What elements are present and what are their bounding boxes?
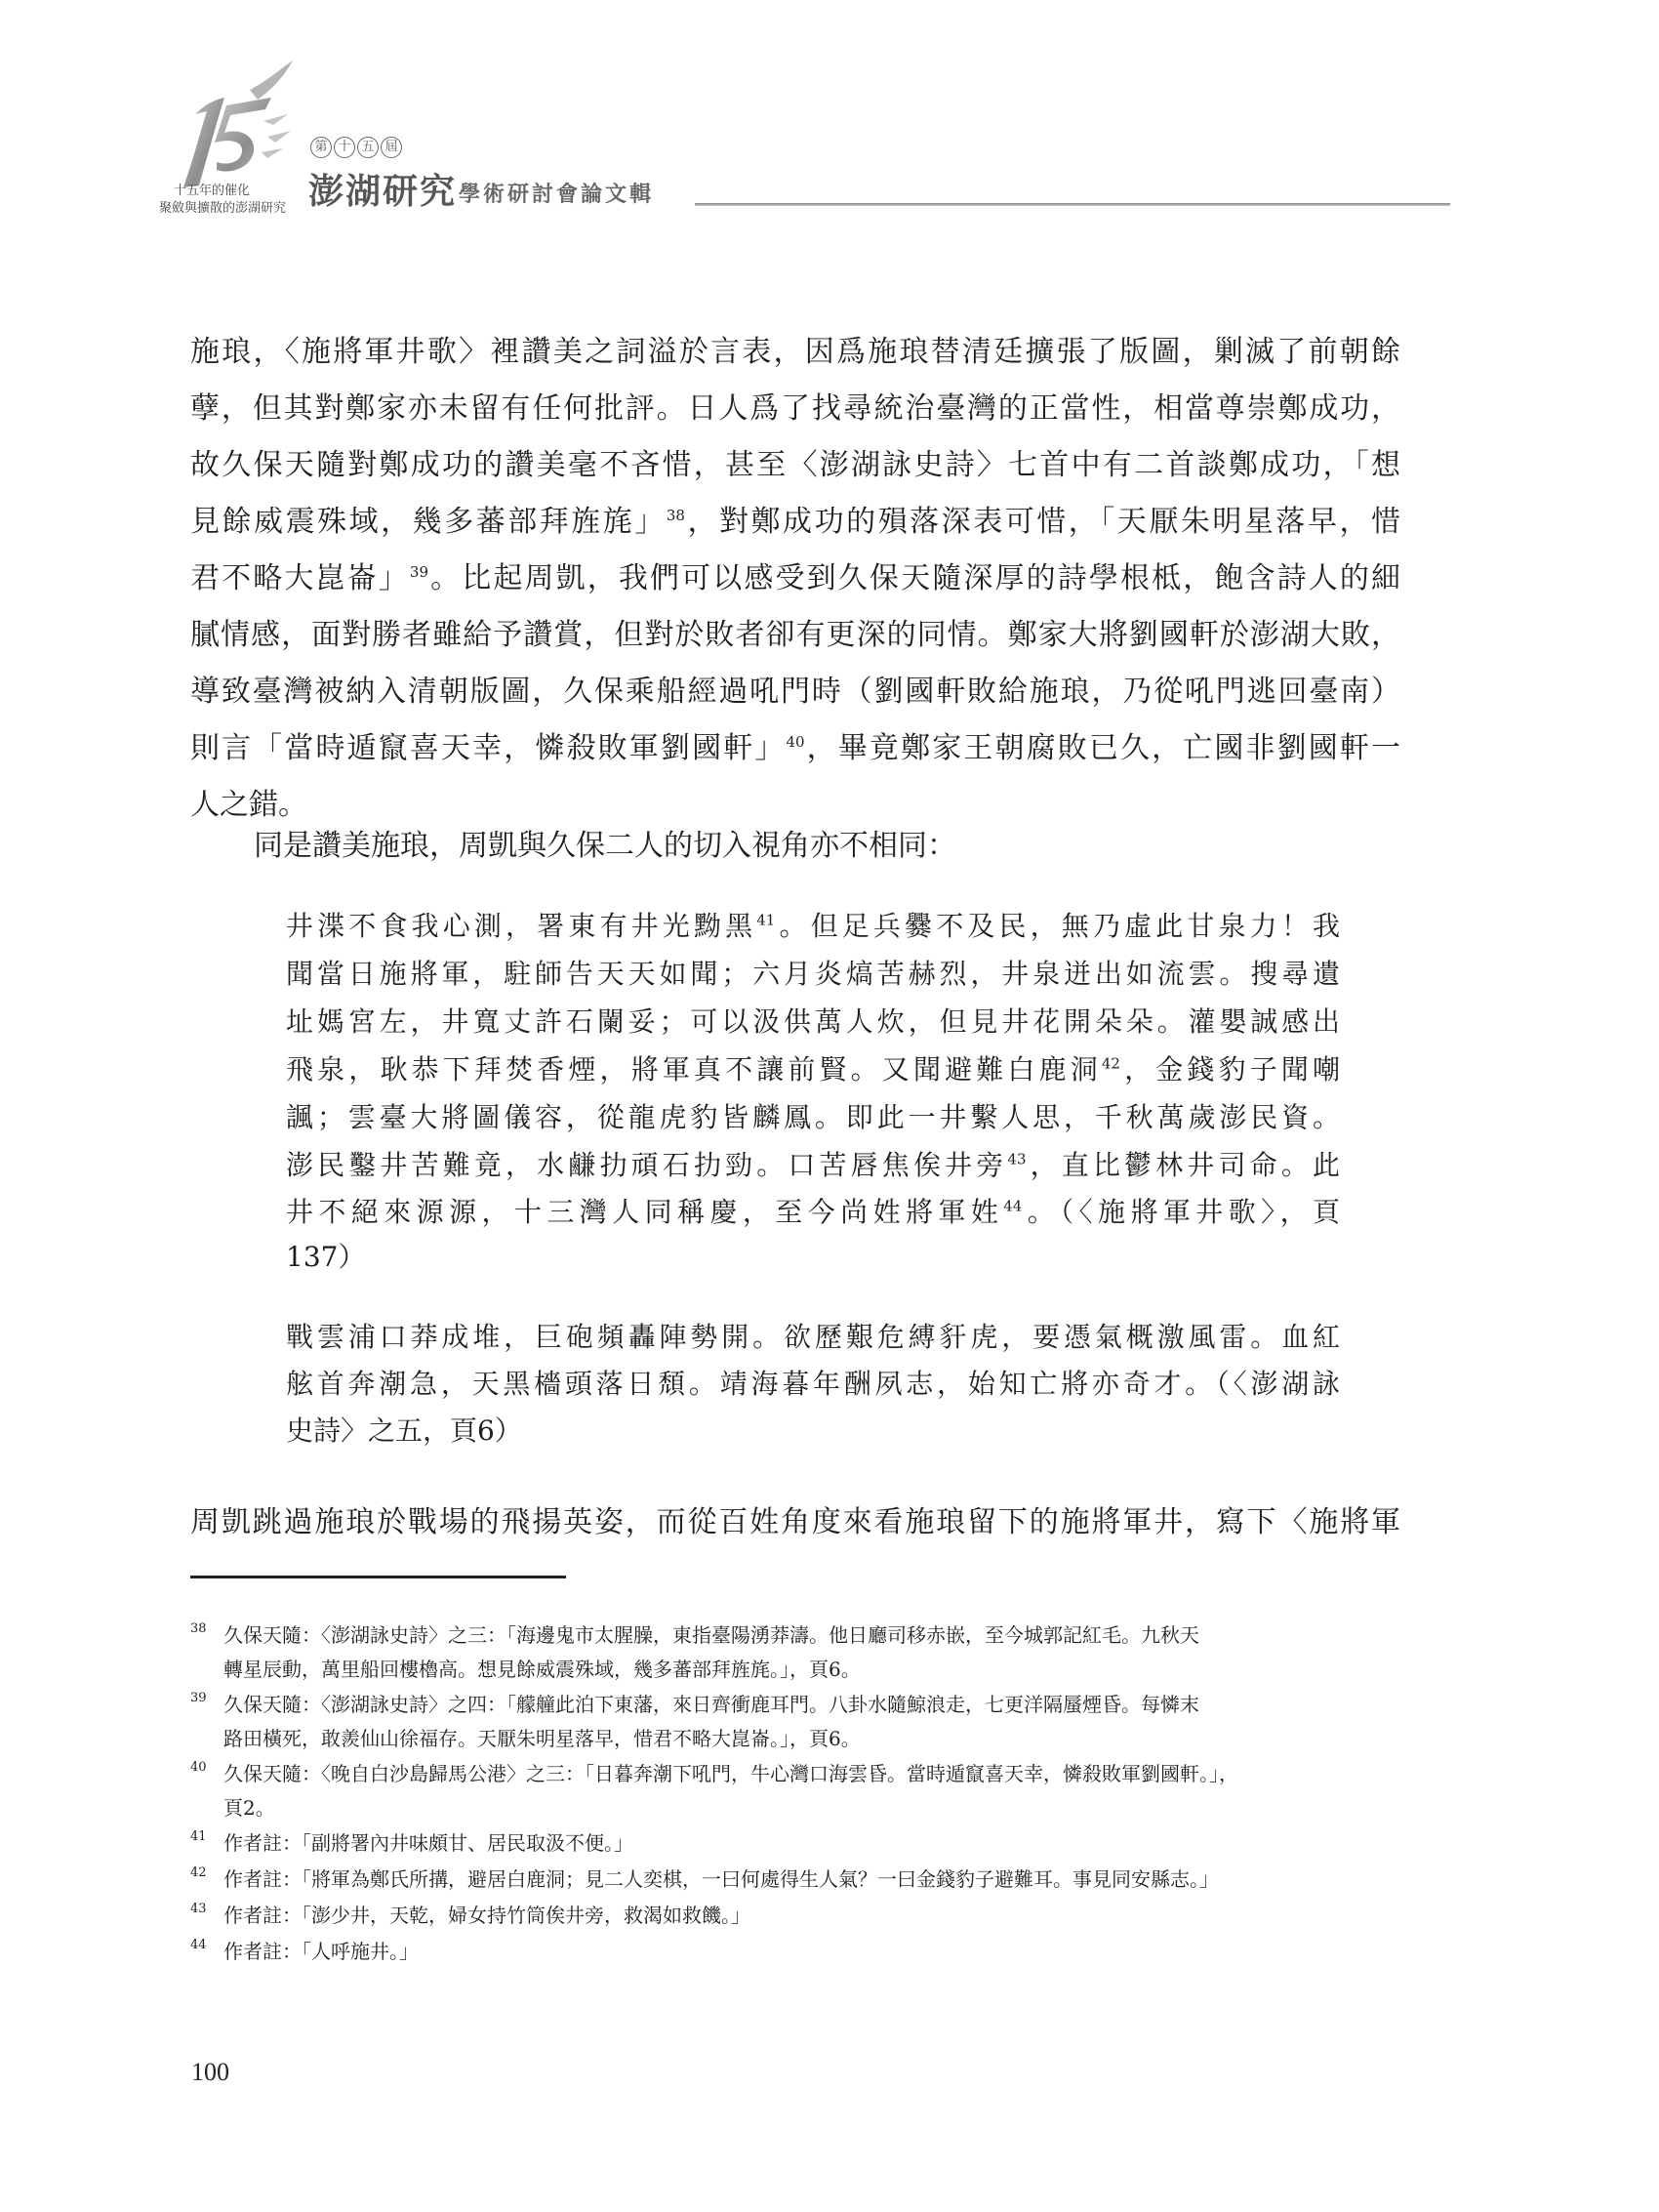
journal-title: 澎湖研究 (308, 171, 458, 212)
body-line (190, 559, 1400, 598)
quote-line: 諷；雲臺大將圖儀容，從龍虎豹皆麟鳳。即此一井繫人思，千秋萬歲澎民資。 (286, 1101, 1340, 1133)
footnote-ref[interactable]: 42 (1101, 1054, 1120, 1073)
quote-line (286, 907, 1340, 946)
footnote-ref[interactable]: 41 (756, 911, 776, 929)
footnote-number: 44 (190, 1938, 207, 1952)
journal-subtitle: 學術研討會論文輯 (459, 182, 655, 207)
line-text: 飛泉，耿恭下拜焚香煙，將軍真不讓前賢。又聞避難白鹿洞 (286, 1053, 1102, 1086)
quote-line: 址媽宮左，井寬丈許石闌妥；可以汲供萬人炊，但見井花開朵朵。灌嬰誠感出 (286, 1005, 1340, 1038)
line-text: ，金錢豹子聞嘲 (1119, 1053, 1340, 1086)
edition-char: 十 (334, 137, 355, 158)
footnote-divider (190, 1576, 566, 1578)
line-text: 澎民鑿井苦難竟，水鹻扐頑石扐勁。口苦唇焦俟井旁 (286, 1149, 1008, 1181)
line-text: 君不略大崑崙」 (190, 561, 410, 595)
body-line: 膩情感，面對勝者雖給予讚賞，但對於敗者卻有更深的同情。鄭家大將劉國軒於澎湖大敗， (190, 618, 1400, 652)
line-text: 井不絕來源源，十三灣人同稱慶，至今尚姓將軍姓 (286, 1196, 1004, 1228)
footnote-text: 頁2。 (223, 1796, 275, 1820)
footnote-number: 40 (190, 1760, 207, 1775)
footnote-text: 作者註：「副將署內井味頗甘、居民取汲不便。」 (223, 1831, 633, 1855)
quote-line: 舷首奔潮急，天黑檣頭落日頹。靖海暮年酬夙志，始知亡將亦奇才。（〈澎湖詠 (286, 1368, 1340, 1400)
footnote-42 (190, 1864, 1400, 1894)
footnote-text: 久保天隨：〈澎湖詠史詩〉之三：「海邊鬼市太腥臊，東指臺陽湧莽濤。他日廳司移赤嵌，至今城郭記紅毛。九秋天 (223, 1623, 1199, 1647)
footnote-43 (190, 1901, 1400, 1930)
line-text: 井渫不食我心測，署東有井光黝黑 (286, 910, 757, 942)
footnote-41 (190, 1828, 1400, 1858)
line-text: ，對鄭成功的殞落深表可惜，「天厭朱明星落早，惜 (684, 505, 1401, 539)
footnote-number: 42 (190, 1865, 207, 1880)
footnote-text: 轉星辰動，萬里船回樓櫓高。想見餘威震殊域，幾多蕃部拜旌旄。」，頁6。 (223, 1658, 861, 1681)
footnote-38 (190, 1620, 1400, 1650)
body-line: 故久保天隨對鄭成功的讚美毫不吝惜，甚至〈澎湖詠史詩〉七首中有二首談鄭成功，「想 (190, 448, 1400, 482)
logo-slogan-line1: 十五年的催化 (174, 184, 251, 198)
footnote-number: 39 (190, 1691, 207, 1705)
body-line (190, 503, 1400, 542)
body-line: 施琅，〈施將軍井歌〉裡讚美之詞溢於言表，因爲施琅替清廷擴張了版圖，剿滅了前朝餘 (190, 335, 1400, 369)
edition-char: 屆 (381, 137, 402, 158)
quote-line: 戰雲浦口莽成堆，巨砲頻轟陣勢開。欲歷艱危縛豻虎，要憑氣概激風雷。血紅 (286, 1321, 1340, 1353)
quote-line: 137） (286, 1241, 366, 1273)
footnote-text: 久保天隨：〈晚自白沙島歸馬公港〉之三：「日暮奔潮下吼門，牛心灣口海雲昏。當時遁竄喜天幸，憐殺敗軍劉國軒。」， (223, 1762, 1238, 1785)
body-line (190, 729, 1400, 768)
footnote-text: 作者註：「澎少井，天乾，婦女持竹筒俟井旁，救渴如救饑。」 (223, 1904, 750, 1927)
body-line: 人之錯。 (190, 788, 307, 822)
footnote-39 (190, 1690, 1400, 1719)
footnote-40 (190, 1759, 1400, 1788)
quote-line (286, 1050, 1340, 1089)
quote-line: 史詩〉之五，頁6） (286, 1414, 522, 1447)
body-paragraph: 同是讚美施琅，周凱與久保二人的切入視角亦不相同： (254, 829, 956, 863)
footnote-number: 41 (190, 1829, 207, 1844)
footnote-ref[interactable]: 38 (666, 507, 685, 524)
footnote-ref[interactable]: 40 (786, 733, 805, 751)
footnote-ref[interactable]: 39 (409, 563, 428, 581)
footnote-44 (190, 1937, 1400, 1966)
quote-line (286, 1146, 1340, 1185)
line-text: ，畢竟鄭家王朝腐敗已久，亡國非劉國軒一 (804, 731, 1400, 765)
quote-line (286, 1193, 1340, 1232)
body-line: 導致臺灣被納入清朝版圖，久保乘船經過吼門時（劉國軒敗給施琅，乃從吼門逃回臺南） (190, 675, 1400, 709)
edition-label (310, 137, 402, 158)
line-text: 則言「當時遁竄喜天幸，憐殺敗軍劉國軒」 (190, 731, 787, 765)
body-line: 孽，但其對鄭家亦未留有任何批評。日人爲了找尋統治臺灣的正當性，相當尊崇鄭成功， (190, 391, 1400, 426)
line-text: 見餘威震殊域，幾多蕃部拜旌旄」 (190, 505, 667, 539)
footnote-ref[interactable]: 43 (1007, 1150, 1027, 1168)
footnote-number: 38 (190, 1621, 207, 1636)
logo-slogan-line2: 聚斂與擴散的澎湖研究 (159, 201, 287, 216)
body-line: 周凱跳過施琅於戰場的飛揚英姿，而從百姓角度來看施琅留下的施將軍井，寫下〈施將軍 (190, 1505, 1400, 1539)
footnote-text: 作者註：「人呼施井。」 (223, 1940, 419, 1963)
header-divider (695, 203, 1450, 206)
footnote-number: 43 (190, 1902, 207, 1916)
footnote-text: 路田橫死，敢羨仙山徐福存。天厭朱明星落早，惜君不略大崑崙。」，頁6。 (223, 1727, 861, 1750)
edition-char: 第 (310, 137, 332, 158)
footnote-text: 作者註：「將軍為鄭氏所搆，避居白鹿洞；見二人奕棋，一曰何處得生人氣？一曰金錢豹子避難耳。事見同安縣志。」 (223, 1867, 1219, 1891)
quote-line: 聞當日施將軍，駐師告天天如聞；六月炎熇苦赫烈，井泉迸出如流雲。搜尋遺 (286, 958, 1340, 990)
line-text: 。比起周凱，我們可以感受到久保天隨深厚的詩學根柢，飽含詩人的細 (428, 561, 1401, 595)
line-text: 。（〈施將軍井歌〉，頁 (1022, 1196, 1340, 1228)
edition-char: 五 (357, 137, 379, 158)
line-text: 。但足兵爨不及民，無乃虛此甘泉力！我 (775, 910, 1340, 942)
page-number: 100 (191, 2058, 229, 2086)
footnote-ref[interactable]: 44 (1003, 1197, 1023, 1215)
line-text: ，直比鬱林井司命。此 (1026, 1149, 1340, 1181)
footnote-text: 久保天隨：〈澎湖詠史詩〉之四：「艨艟此泊下東藩，來日齊衝鹿耳門。八卦水隨鯨浪走，七更洋隔蜃煙昏。每憐末 (223, 1693, 1199, 1716)
